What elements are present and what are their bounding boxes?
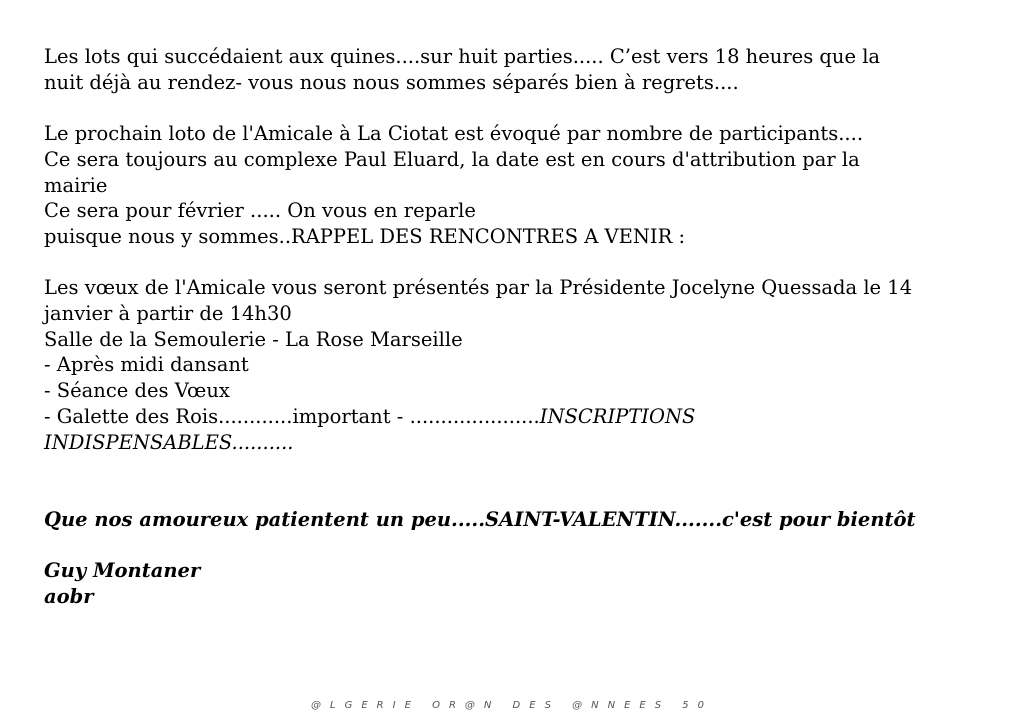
document-body: [44, 44, 994, 609]
text-line: Le prochain loto de l'Amicale à La Ciotat est évoqué par nombre de participants....: [44, 122, 864, 146]
text-line: - Après midi dansant: [44, 353, 249, 377]
text-line: mairie: [44, 173, 108, 197]
text-line: Ce sera toujours au complexe Paul Eluard, la date est en cours d'attribution par la: [44, 147, 860, 171]
text-line: nuit déjà au rendez- vous nous nous sommes séparés bien à regrets....: [44, 70, 739, 94]
page-footer: @LGERIE OR@N DES @NNEES 50: [311, 700, 713, 711]
spacer: [44, 455, 994, 506]
paragraph-voeux: [44, 275, 994, 455]
spacer: [44, 250, 994, 276]
spacer: [44, 532, 994, 558]
text-line: Les lots qui succédaient aux quines....sur huit parties..... C’est vers 18 heures que la: [44, 45, 881, 68]
paragraph-lotos: [44, 44, 994, 95]
inscriptions-text: INSCRIPTIONS: [539, 404, 696, 428]
valentine-paragraph: [44, 507, 994, 533]
text-line: janvier à partir de 14h30: [44, 302, 292, 325]
text-line: puisque nous y sommes..RAPPEL DES RENCONTRES A VENIR :: [44, 224, 686, 248]
text-line: Les vœux de l'Amicale vous seront présentés par la Présidente Jocelyne Quessada le 14: [44, 276, 913, 300]
text-line: Salle de la Semoulerie - La Rose Marseille: [44, 327, 463, 351]
indispensables-text: INDISPENSABLES..........: [44, 430, 294, 454]
valentine-text: Que nos amoureux patientent un peu.....SAINT-VALENTIN.......c'est pour bientôt: [44, 507, 916, 531]
text-line: - Séance des Vœux: [44, 379, 230, 403]
galette-text: - Galette des Rois............important - .....................: [44, 404, 540, 428]
spacer: [44, 95, 994, 121]
signature: [44, 558, 994, 609]
galette-line: [44, 404, 994, 430]
text-line: [44, 430, 994, 456]
signature-org: aobr: [44, 584, 94, 608]
signature-name: Guy Montaner: [44, 559, 201, 582]
text-line: Ce sera pour février ..... On vous en reparle: [44, 199, 476, 223]
paragraph-prochain-loto: [44, 121, 994, 250]
